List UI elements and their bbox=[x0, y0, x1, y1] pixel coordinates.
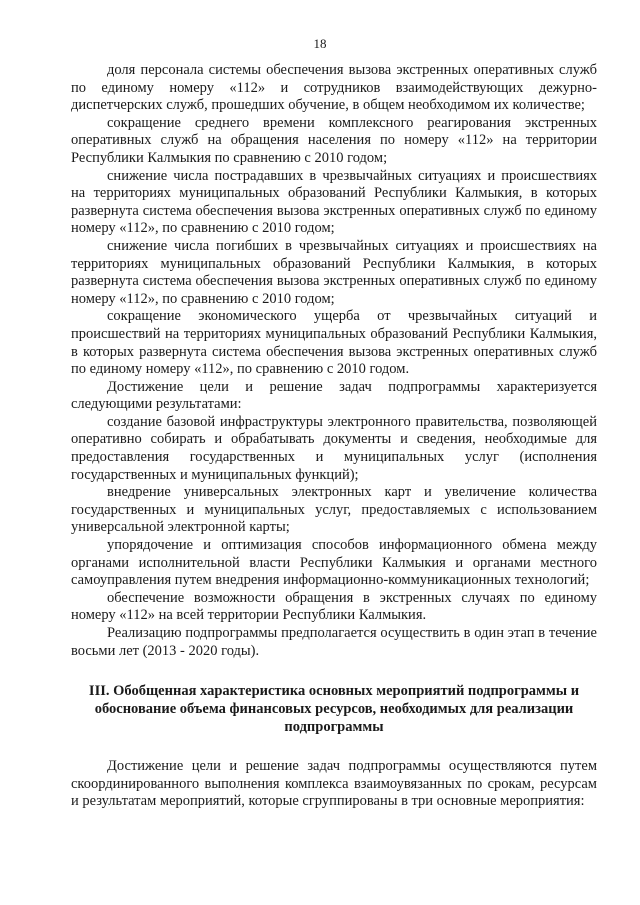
paragraph: снижение числа погибших в чрезвычайных ситуациях и происшествиях на территориях муниципальных образований Республики Калмыкия, в которых развернута система обеспечения вызова экстренных оперативных служб по единому номеру «112», по сравнению с 2010 годом; bbox=[71, 237, 597, 307]
paragraph: Достижение цели и решение задач подпрограммы характеризуется следующими результатами: bbox=[71, 378, 597, 413]
paragraph: Реализацию подпрограммы предполагается осуществить в один этап в течение восьми лет (2013 - 2020 годы). bbox=[71, 625, 597, 659]
page-number: 18 bbox=[313, 36, 327, 51]
paragraph: Достижение цели и решение задач подпрограммы осуществляются путем скоординированного выполнения комплекса взаимоувязанных по срокам, ресурсам и результатам мероприятий, которые сгруппированы в три основные мероприятия: bbox=[71, 758, 597, 810]
paragraph: доля персонала системы обеспечения вызова экстренных оперативных служб по единому номеру «112» и сотрудников взаимодействующих дежурно-диспетчерских служб, прошедших обучение, в общем необходимом их количестве; bbox=[71, 62, 597, 114]
section-heading: III. Обобщенная характеристика основных мероприятий подпрограммы и обоснование объема финансовых ресурсов, необходимых для реализации подпрограммы bbox=[88, 683, 580, 736]
paragraph: внедрение универсальных электронных карт и увеличение количества государственных и муниципальных услуг, предоставляемых с использованием универсальной электронной карты; bbox=[71, 484, 597, 536]
paragraph: сокращение экономического ущерба от чрезвычайных ситуаций и происшествий на территориях муниципальных образований Республики Калмыкия, в которых развернута система обеспечения вызова экстренных оперативных служб по единому номеру «112», по сравнению с 2010 годом. bbox=[71, 308, 597, 378]
paragraph: создание базовой инфраструктуры электронного правительства, позволяющей оперативно собирать и обрабатывать документы и сведения, необходимые для предоставления государственных и муниципальных услуг (исполнения государственных и муниципальных функций); bbox=[71, 413, 597, 483]
page-body bbox=[71, 62, 597, 811]
paragraph: обеспечение возможности обращения в экстренных случаях по единому номеру «112» на всей территории Республики Калмыкия. bbox=[71, 589, 597, 624]
paragraph: сокращение среднего времени комплексного реагирования экстренных оперативных служб на обращения населения по номеру «112» на территории Республики Калмыкия по сравнению с 2010 годом; bbox=[71, 114, 597, 166]
paragraph: снижение числа пострадавших в чрезвычайных ситуациях и происшествиях на территориях муниципальных образований Республики Калмыкия, в которых развернута система обеспечения вызова экстренных оперативных служб по единому номеру «112», по сравнению с 2010 годом; bbox=[71, 167, 597, 237]
paragraph: упорядочение и оптимизация способов информационного обмена между органами исполнительной власти Республики Калмыкия и органами местного самоуправления путем внедрения информационно-коммуникационных технологий; bbox=[71, 537, 597, 589]
